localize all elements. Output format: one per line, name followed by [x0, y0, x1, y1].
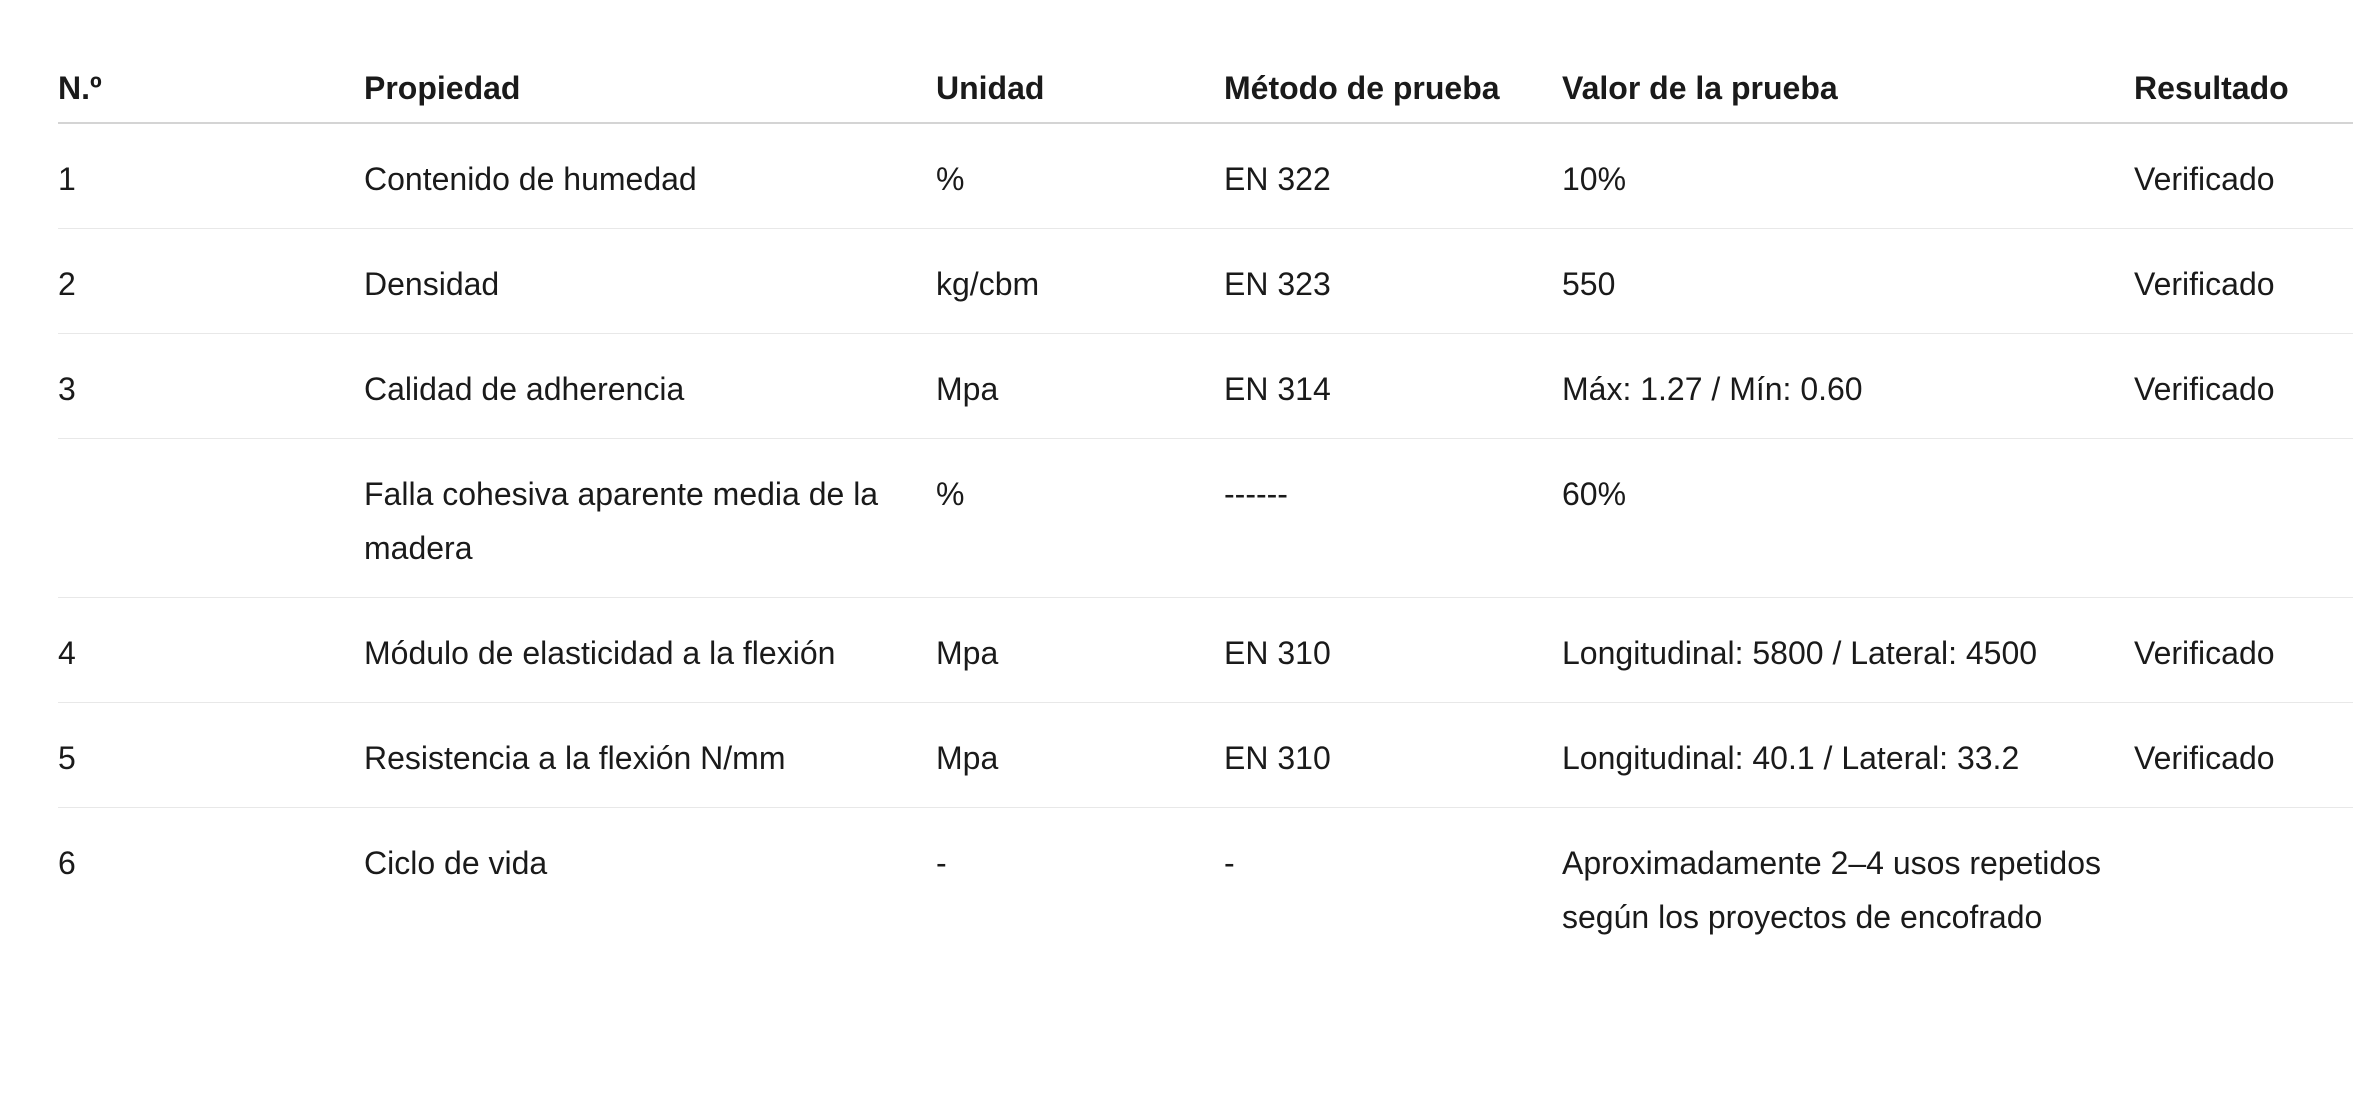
cell-result: Verificado: [2134, 123, 2353, 229]
cell-no: 5: [58, 703, 364, 808]
cell-result: [2134, 439, 2353, 598]
table-row: [58, 703, 2353, 808]
table-header: [58, 0, 2353, 123]
cell-result: Verificado: [2134, 229, 2353, 334]
header-unit: Unidad: [936, 0, 1224, 123]
test-results-table-container: [58, 0, 2353, 966]
cell-method: EN 323: [1224, 229, 1562, 334]
cell-unit: %: [936, 439, 1224, 598]
table-row: [58, 808, 2353, 967]
cell-value: 60%: [1562, 439, 2134, 598]
cell-method: EN 314: [1224, 334, 1562, 439]
header-property: Propiedad: [364, 0, 936, 123]
cell-method: EN 322: [1224, 123, 1562, 229]
cell-result: Verificado: [2134, 334, 2353, 439]
cell-unit: %: [936, 123, 1224, 229]
cell-method: EN 310: [1224, 598, 1562, 703]
cell-method: ------: [1224, 439, 1562, 598]
cell-value: 10%: [1562, 123, 2134, 229]
cell-no: 1: [58, 123, 364, 229]
cell-property: Módulo de elasticidad a la flexión: [364, 598, 936, 703]
cell-property: Ciclo de vida: [364, 845, 548, 881]
cell-property: Contenido de humedad: [364, 123, 936, 229]
cell-unit: -: [936, 845, 947, 881]
cell-value: Longitudinal: 5800 / Lateral: 4500: [1562, 598, 2134, 703]
table-row: [58, 598, 2353, 703]
table-row: [58, 439, 2353, 598]
header-method: Método de prueba: [1224, 0, 1562, 123]
cell-no: 4: [58, 598, 364, 703]
cell-unit: Mpa: [936, 334, 1224, 439]
header-no: N.º: [58, 0, 364, 123]
test-results-table: [58, 0, 2353, 966]
cell-result: Verificado: [2134, 598, 2353, 703]
cell-value: Aproximadamente 2–4 usos repetidos según los proyectos de encofrado: [1562, 845, 2101, 935]
table-body: [58, 123, 2353, 966]
cell-result: Verificado: [2134, 703, 2353, 808]
cell-unit: Mpa: [936, 703, 1224, 808]
cell-property: Falla cohesiva aparente media de la madera: [364, 439, 936, 598]
cell-method: -: [1224, 845, 1235, 881]
table-row: [58, 123, 2353, 229]
cell-value: 550: [1562, 229, 2134, 334]
header-result: Resultado: [2134, 0, 2353, 123]
cell-no: 6: [58, 845, 76, 881]
cell-no: 3: [58, 334, 364, 439]
cell-method: EN 310: [1224, 703, 1562, 808]
cell-value: Máx: 1.27 / Mín: 0.60: [1562, 334, 2134, 439]
table-row: [58, 229, 2353, 334]
table-row: [58, 334, 2353, 439]
header-value: Valor de la prueba: [1562, 0, 2134, 123]
cell-unit: kg/cbm: [936, 229, 1224, 334]
cell-result: [2134, 808, 2353, 967]
header-row: [58, 0, 2353, 123]
cell-no: [58, 439, 364, 598]
cell-unit: Mpa: [936, 598, 1224, 703]
cell-property: Calidad de adherencia: [364, 334, 936, 439]
cell-no: 2: [58, 229, 364, 334]
cell-value: Longitudinal: 40.1 / Lateral: 33.2: [1562, 703, 2134, 808]
cell-property: Resistencia a la flexión N/mm: [364, 703, 936, 808]
cell-property: Densidad: [364, 229, 936, 334]
